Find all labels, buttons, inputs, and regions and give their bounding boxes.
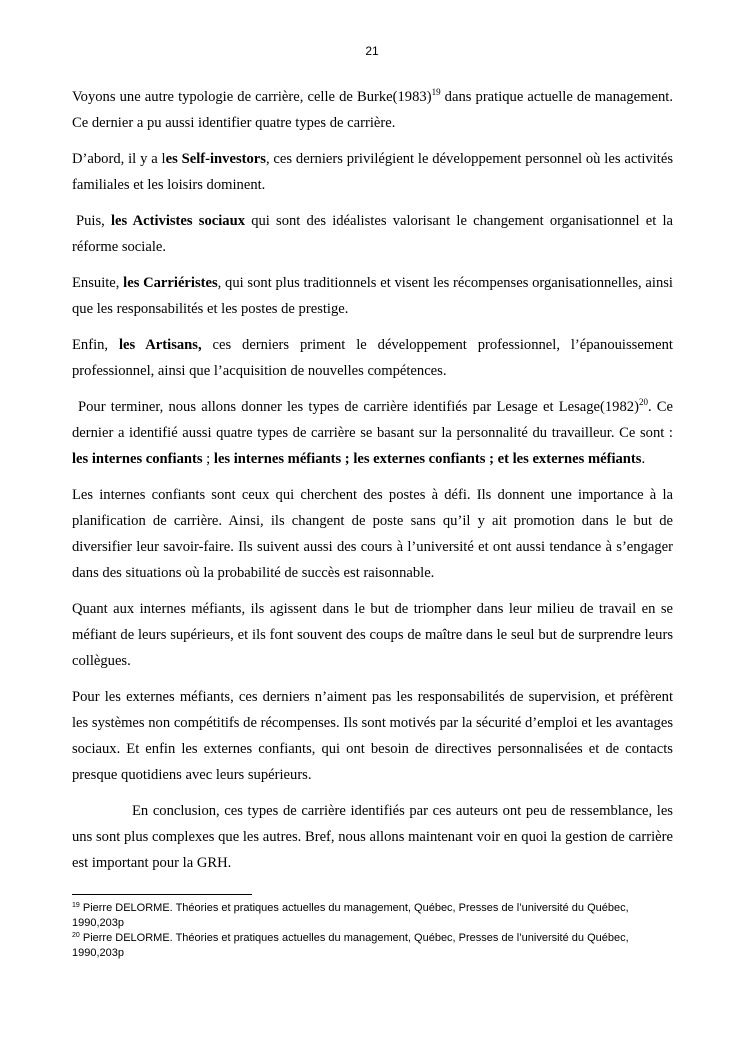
- footnote-mark: 20: [72, 932, 80, 939]
- text-run: . Ce dernier a identifié aussi quatre types de carrière se basant sur la personnalité du travailleur. Ce sont :: [72, 399, 673, 441]
- term-activistes-sociaux: les Activistes sociaux: [111, 213, 245, 229]
- paragraph-activistes-sociaux: [72, 208, 673, 260]
- paragraph-artisans: [72, 332, 673, 384]
- page-number: 21: [365, 44, 379, 58]
- paragraph-internes-mefiants: Quant aux internes méfiants, ils agissent dans le but de triompher dans leur milieu de travail en se méfiant de leurs supérieurs, et ils font souvent des coups de maître dans le seul but de surprendre leurs collègues.: [72, 601, 673, 669]
- paragraph-burke-typology: [72, 84, 673, 136]
- text-run: .: [641, 451, 646, 467]
- text-run: Voyons une autre typologie de carrière, celle de Burke(1983): [72, 89, 432, 105]
- text-run: dans pratique actuelle de management. Ce dernier a pu aussi identifier quatre types de carrière.: [72, 89, 673, 131]
- term-artisans: les Artisans,: [118, 337, 202, 353]
- footnote-20: [72, 931, 673, 961]
- text-run: Enfin,: [72, 337, 119, 353]
- footnotes: [72, 894, 673, 961]
- text-run: , ces derniers privilégient le développement personnel où les activités familiales et les loisirs dominent.: [72, 151, 673, 193]
- text-run: Pour terminer, nous allons donner les types de carrière identifiés par Lesage et Lesage(1982): [78, 399, 639, 415]
- paragraph-carrieristes: [72, 270, 673, 322]
- text-run: ;: [202, 451, 214, 467]
- text-run: Ensuite,: [72, 275, 124, 291]
- term-self-investors: es Self-investors: [165, 151, 266, 167]
- paragraph-internes-confiants: Les internes confiants sont ceux qui cherchent des postes à défi. Ils donnent une importance à la planification de carrière. Ainsi, ils changent de poste sans qu’il y ait promotion dans le but de diversifier leur savoir-faire. Ils suivent aussi des cours à l’université et ont aussi tendance à s’engager dans des situations où la probabilité de succès est raisonnable.: [72, 487, 673, 581]
- footnote-text: Pierre DELORME. Théories et pratiques actuelles du management, Québec, Presses de l’université du Québec, 1990,203p: [72, 902, 629, 929]
- footnote-mark: 19: [72, 902, 80, 909]
- footnote-19: [72, 901, 673, 931]
- footnote-text: Pierre DELORME. Théories et pratiques actuelles du management, Québec, Presses de l’université du Québec, 1990,203p: [72, 932, 629, 959]
- text-run: , qui sont plus traditionnels et visent les récompenses organisationnelles, ainsi que les responsabilités et les postes de prestige.: [72, 275, 673, 317]
- footnote-ref-20[interactable]: 20: [638, 397, 648, 407]
- term-carrieristes: les Carriéristes: [123, 275, 218, 291]
- footnote-separator: [72, 894, 252, 895]
- text-run: Puis,: [76, 213, 111, 229]
- text-run: ces derniers priment le développement professionnel, l’épanouissement professionnel, ainsi que l’acquisition de nouvelles compétences.: [72, 337, 673, 379]
- term-career-types-list: les internes méfiants ; les externes confiants ; et les externes méfiants: [213, 451, 642, 467]
- paragraph-conclusion: En conclusion, ces types de carrière identifiés par ces auteurs ont peu de ressemblance, les uns sont plus complexes que les autres. Bref, nous allons maintenant voir en quoi la gestion de carrière est important pour la GRH.: [72, 803, 673, 871]
- paragraph-self-investors: [72, 146, 673, 198]
- body-text: [72, 84, 673, 886]
- text-run: D’abord, il y a l: [72, 151, 166, 167]
- term-internes-confiants: les internes confiants: [72, 451, 203, 467]
- text-run: qui sont des idéalistes valorisant le changement organisationnel et la réforme sociale.: [72, 213, 674, 255]
- footnote-ref-19[interactable]: 19: [431, 87, 441, 97]
- paragraph-externes: Pour les externes méfiants, ces derniers n’aiment pas les responsabilités de supervision, et préfèrent les systèmes non compétitifs de récompenses. Ils sont motivés par la sécurité d’emploi et les avantages sociaux. Et enfin les externes confiants, qui ont besoin de directives personnalisées et de contacts presque quotidiens avec leurs supérieurs.: [72, 689, 673, 783]
- paragraph-lesage-typology: [72, 394, 673, 472]
